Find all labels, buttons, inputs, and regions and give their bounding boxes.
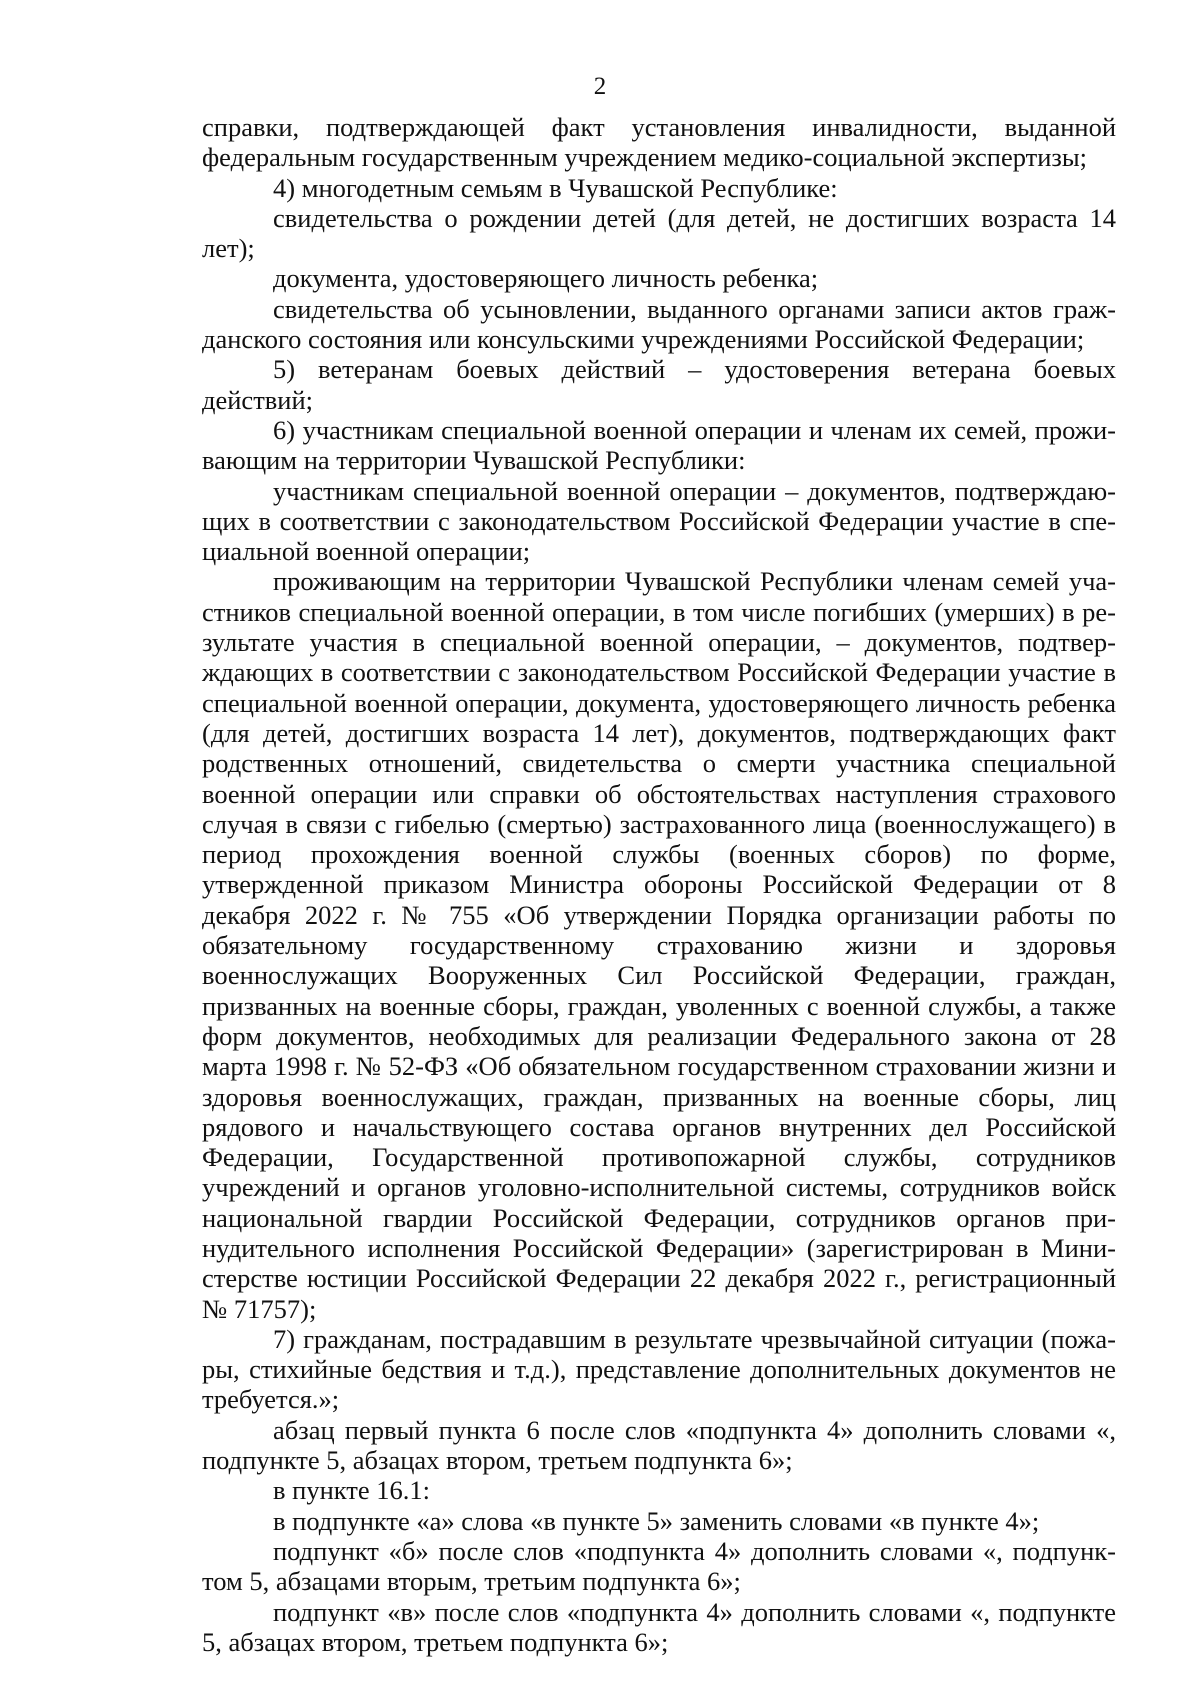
paragraph-large-families: 4) многодетным семьям в Чувашской Республике: [273, 172, 838, 203]
paragraph-svo-documents: участникам специальной военной операции – документов, подтверждающих в соответствии с законодательством Российской Федерации участие в специальной военной операции; [202, 475, 1116, 567]
paragraph-subitem-b: подпункт «б» после слов «подпункта 4» дополнить словами «, подпунктом 5, абзацами вторым, третьим подпункта 6»; [202, 1535, 1116, 1597]
paragraph-svo-family-members: проживающим на территории Чувашской Республики членам семей участников специальной военной операции, в том числе погибших (умерших) в результате участия в специальной военной операции, – документов, подтверждающих в соответствии с законодательством Российской Федерации участие в специальной военной операции, документа, удостоверяющего личность ребенка (для детей, достигших возраста 14 лет), документов, подтверждающих факт родственных отношений, свидетельства о смерти участника специальной военной операции или справки об обстоятельствах наступления страхового случая в связи с гибелью (смертью) застрахованного лица (военнослужащего) в период прохождения военной службы (военных сборов) по форме, утвержденной приказом Министра обороны Российской Федерации от 8 декабря 2022 г. № 755 «Об утверждении Порядка организации работы по обязательному государственному страхованию жизни и здоровья военнослужащих Вооруженных Сил Российской Федерации, граждан, призванных на военные сборы, граждан, уволенных с военной службы, а также форм документов, необходимых для реализации Федерального закона от 28 марта 1998 г. № 52-ФЗ «Об обязательном государственном страховании жизни и здоровья военнослужащих, граждан, призванных на военные сборы, лиц рядового и начальствующего состава органов внутренних дел Российской Федерации, Государственной противопожарной службы, сотрудников учреждений и органов уголовно-исполнительной системы, сотрудников войск национальной гвардии Российской Федерации, сотрудников органов принудительного исполнения Российской Федерации» (зарегистрирован в Министерстве юстиции Российской Федерации 22 декабря 2022 г., регистрационный № 71757); [202, 566, 1116, 1324]
paragraph-subitem-a: в подпункте «а» слова «в пункте 5» заменить словами «в пункте 4»; [273, 1505, 1040, 1536]
paragraph-birth-certificates: свидетельства о рождении детей (для детей, не достигших возраста 14 лет); [202, 202, 1116, 264]
paragraph-item-6-amendment: абзац первый пункта 6 после слов «подпункта 4» дополнить словами «, подпункте 5, абзацах втором, третьем подпункта 6»; [202, 1414, 1116, 1476]
paragraph-disability-certificate: справки, подтверждающей факт установления инвалидности, выданной федеральным государственным учреждением медико-социальной экспертизы; [202, 112, 1116, 173]
page-number: 2 [593, 73, 607, 100]
paragraph-svo-participants: 6) участникам специальной военной операции и членам их семей, проживающим на территории Чувашской Республики: [202, 414, 1116, 476]
document-body [202, 112, 1116, 1657]
paragraph-adoption-certificate: свидетельства об усыновлении, выданного органами записи актов гражданского состояния или консульскими учреждениями Российской Федерации; [202, 293, 1116, 355]
paragraph-item-16-1: в пункте 16.1: [273, 1475, 430, 1506]
paragraph-subitem-v: подпункт «в» после слов «подпункта 4» дополнить словами «, подпункте 5, абзацах втором, третьем подпункта 6»; [202, 1596, 1116, 1657]
paragraph-combat-veterans: 5) ветеранам боевых действий – удостоверения ветерана боевых действий; [202, 354, 1116, 415]
paragraph-child-identity: документа, удостоверяющего личность ребенка; [273, 263, 819, 294]
paragraph-emergency-victims: 7) гражданам, пострадавшим в результате чрезвычайной ситуации (пожары, стихийные бедствия и т.д.), представление дополнительных документов не требуется.»; [202, 1323, 1116, 1415]
